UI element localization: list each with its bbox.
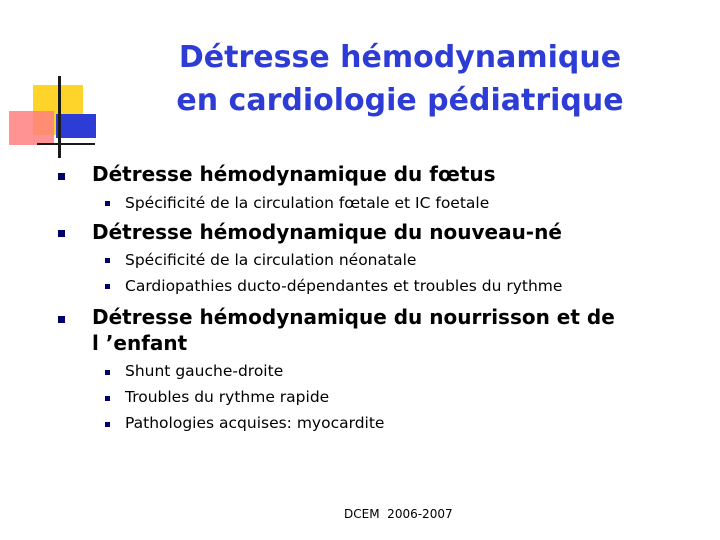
logo-blue-square bbox=[56, 114, 96, 138]
section-heading-infant-line-2: l ’enfant bbox=[92, 331, 188, 355]
bullet-square-icon bbox=[105, 258, 110, 263]
bullet-square-icon bbox=[58, 173, 65, 180]
section-heading-newborn: Détresse hémodynamique du nouveau-né bbox=[92, 220, 562, 244]
bullet-square-icon bbox=[105, 422, 110, 427]
list-item: Shunt gauche-droite bbox=[125, 362, 284, 380]
section-heading-fetus: Détresse hémodynamique du fœtus bbox=[92, 162, 496, 186]
logo-red-square bbox=[9, 111, 54, 145]
list-item: Spécificité de la circulation fœtale et IC foetale bbox=[125, 194, 490, 212]
slide-footer: DCEM 2006-2007 bbox=[344, 507, 453, 521]
title-line-2: en cardiologie pédiatrique bbox=[176, 83, 624, 118]
bullet-square-icon bbox=[105, 284, 110, 289]
slide-title bbox=[100, 36, 700, 122]
logo-vertical-line bbox=[58, 76, 61, 158]
bullet-square-icon bbox=[105, 201, 110, 206]
logo-horizontal-line bbox=[37, 143, 95, 145]
list-item: Cardiopathies ducto-dépendantes et troubles du rythme bbox=[125, 277, 563, 295]
title-line-1: Détresse hémodynamique bbox=[178, 40, 622, 75]
section-heading-infant-line-1: Détresse hémodynamique du nourrisson et de bbox=[92, 305, 615, 329]
bullet-square-icon bbox=[105, 370, 110, 375]
list-item: Spécificité de la circulation néonatale bbox=[125, 251, 417, 269]
bullet-square-icon bbox=[58, 316, 65, 323]
list-item: Troubles du rythme rapide bbox=[125, 388, 330, 406]
bullet-square-icon bbox=[105, 396, 110, 401]
list-item: Pathologies acquises: myocardite bbox=[125, 414, 385, 432]
bullet-square-icon bbox=[58, 230, 65, 237]
